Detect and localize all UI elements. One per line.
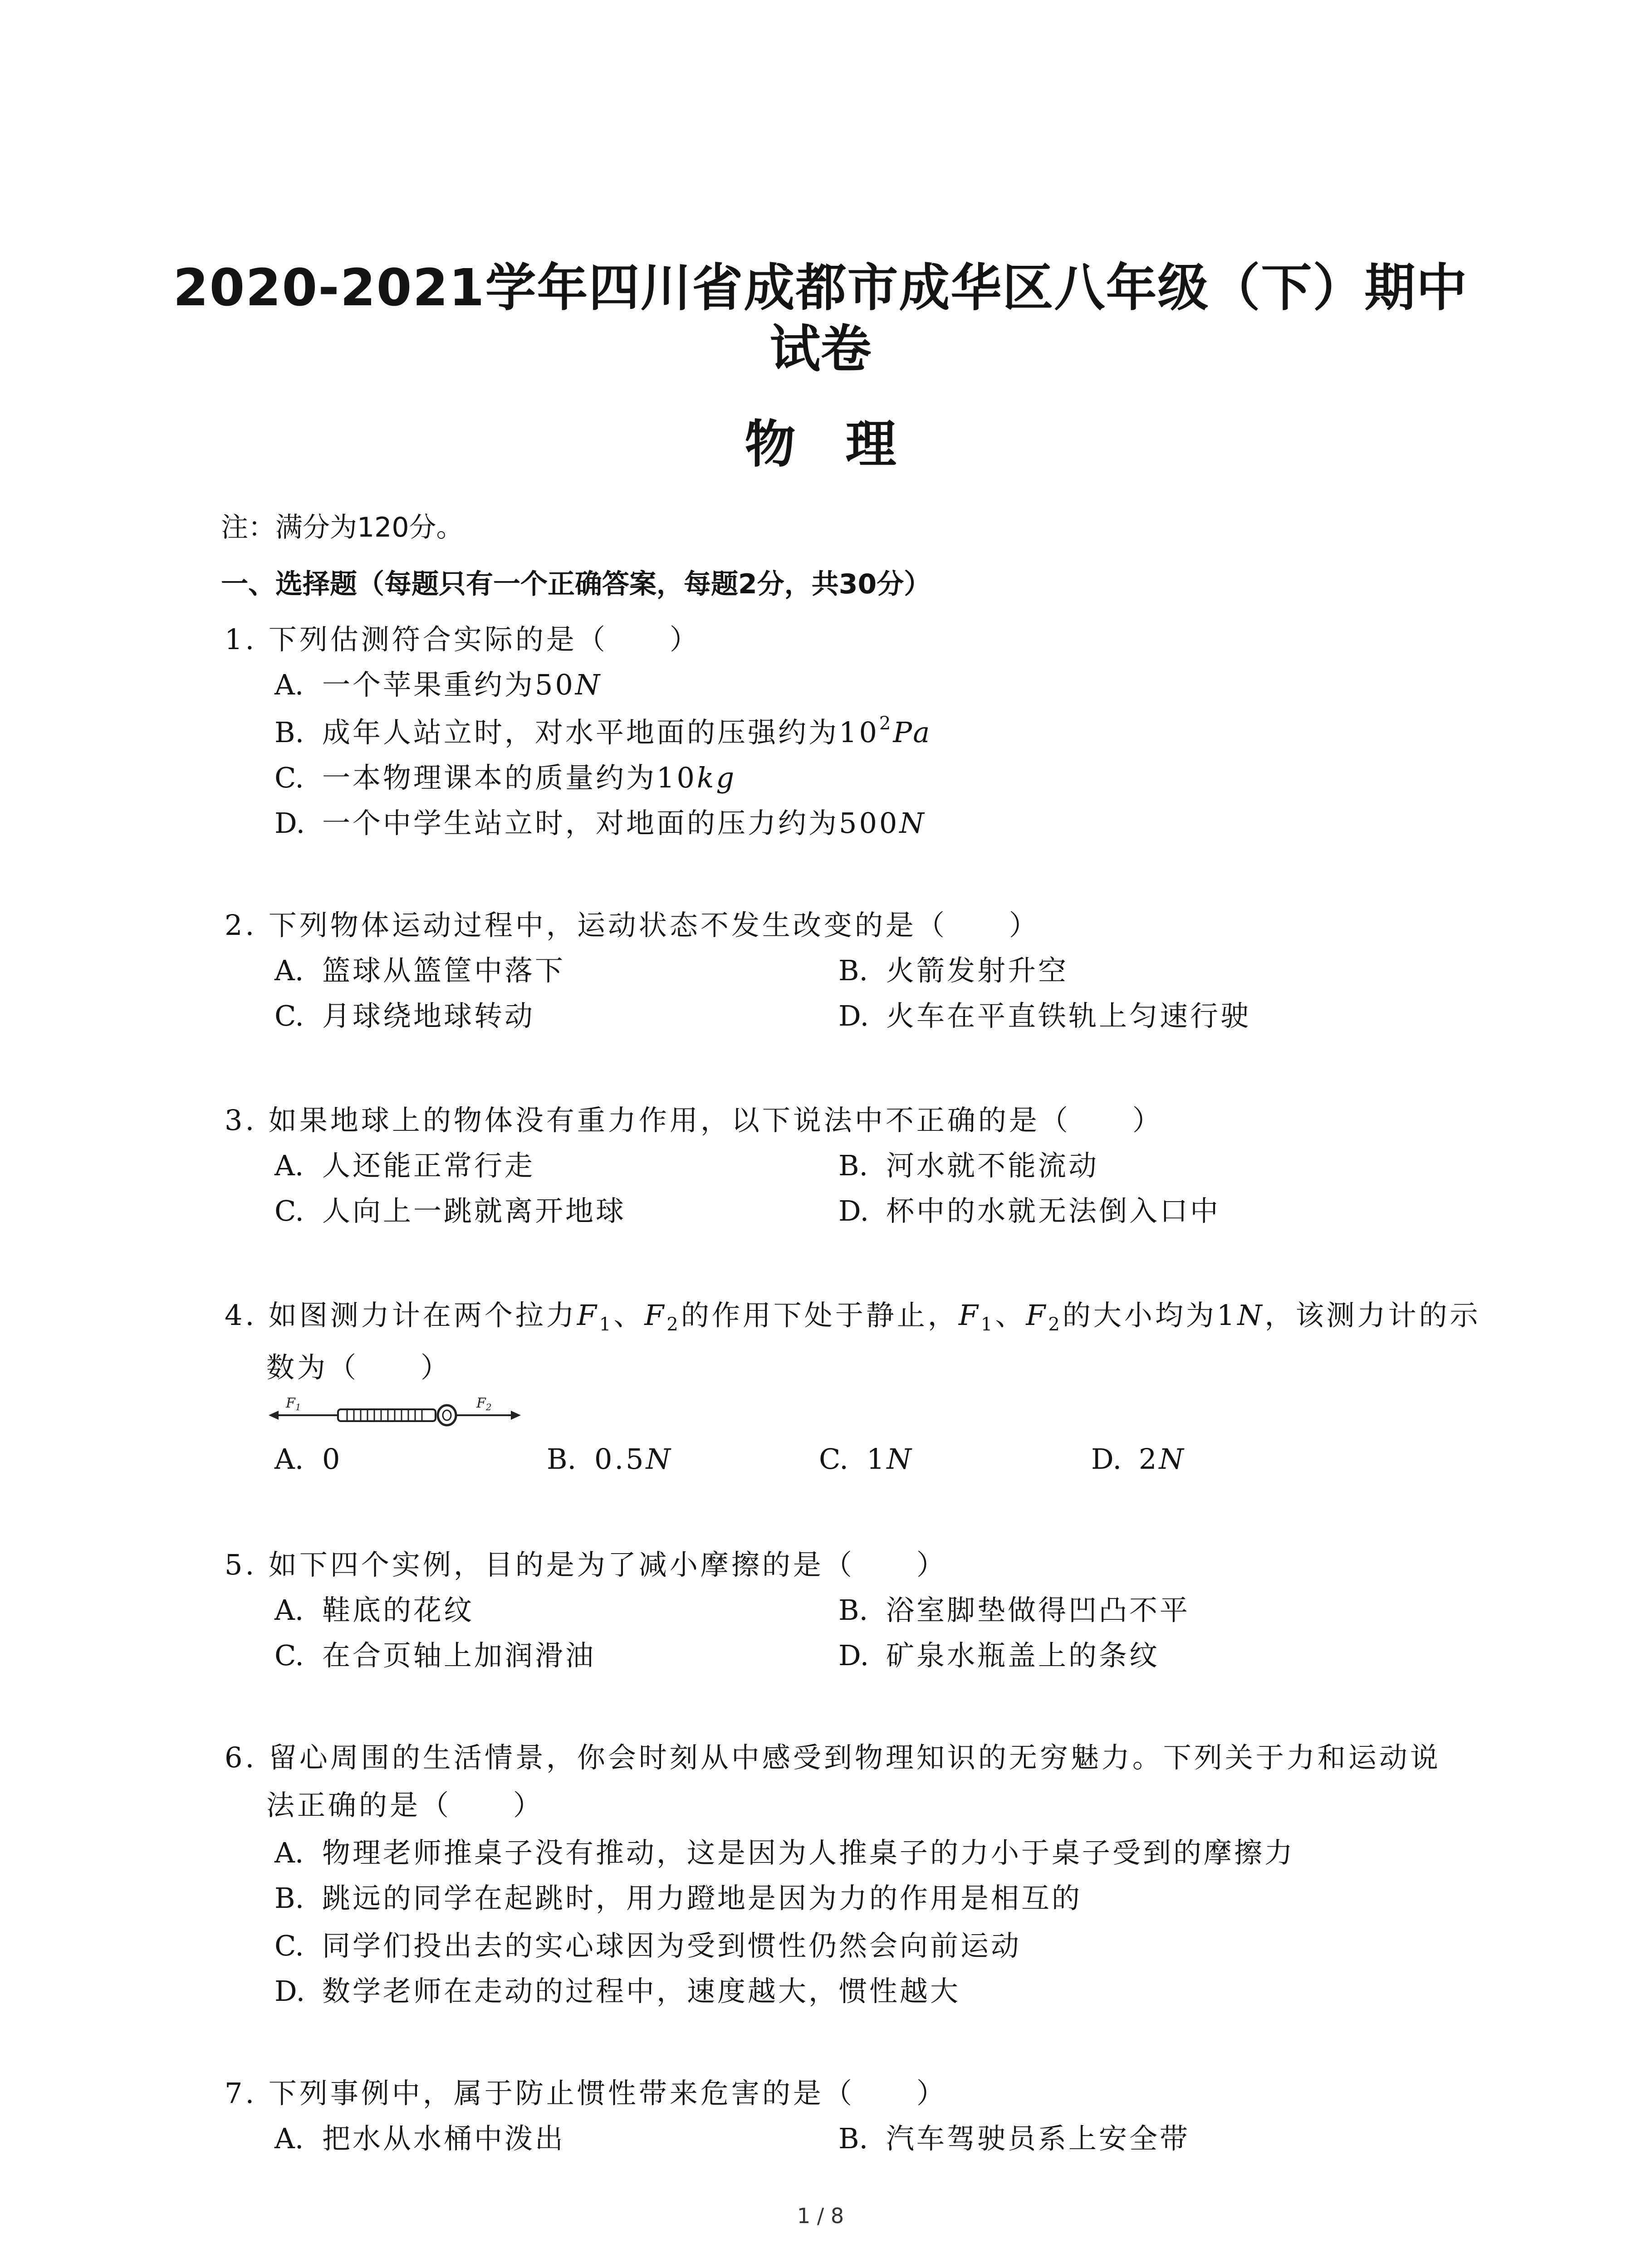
option-label: B.: [838, 954, 868, 987]
option-label: C.: [819, 1442, 848, 1476]
option-label: A.: [274, 1836, 304, 1869]
question-6-option-d: [274, 1969, 960, 2009]
question-4-option-d: [1091, 1442, 1186, 1476]
option-text: 火箭发射升空: [886, 954, 1069, 987]
unit-symbol: N: [1237, 1299, 1265, 1332]
question-3-option-d: [838, 1188, 1220, 1229]
force-symbol: F: [958, 1299, 981, 1332]
spring-scale-body: [338, 1409, 436, 1421]
exam-title-line2: 试卷: [769, 320, 872, 379]
question-6-option-b: [274, 1876, 1082, 1916]
option-label: C.: [274, 1929, 304, 1962]
option-text: 数学老师在走动的过程中，速度越大，惯性越大: [322, 1975, 961, 2008]
option-text: 物理老师推桌子没有推动，这是因为人推桌子的力小于桌子受到的摩擦力: [322, 1836, 1295, 1869]
option-text: 浴室脚垫做得凹凸不平: [886, 1593, 1190, 1627]
force-symbol: F: [1026, 1299, 1048, 1332]
question-5-option-d: [838, 1633, 1160, 1673]
question-4-stem-line2: 数为（ ）: [266, 1351, 452, 1384]
option-text: 篮球从篮筐中落下: [322, 954, 566, 987]
force-symbol: F: [644, 1299, 667, 1332]
option-text: 河水就不能流动: [886, 1149, 1099, 1182]
option-number: 10: [656, 761, 697, 794]
option-label: D.: [838, 999, 869, 1032]
question-6-option-a: [274, 1830, 1295, 1871]
option-label: B.: [547, 1442, 577, 1476]
f1-figure-label: $F_1$: [286, 1395, 301, 1413]
question-7-option-a: [274, 2116, 565, 2156]
option-label: A.: [274, 954, 304, 987]
option-unit: N: [575, 668, 603, 701]
question-3-option-a: [274, 1143, 535, 1183]
question-2-option-b: [838, 948, 1068, 988]
option-unit: N: [1159, 1442, 1186, 1476]
option-text: 杯中的水就无法倒入口中: [886, 1194, 1221, 1227]
force-subscript: 1: [980, 1314, 995, 1335]
option-label: A.: [274, 1149, 304, 1182]
option-text: 一个苹果重约为: [322, 668, 535, 701]
option-label: D.: [274, 1975, 305, 2008]
option-text: 成年人站立时，对水平地面的压强约为: [322, 716, 839, 749]
question-5-option-b: [838, 1588, 1190, 1628]
subject-title: 物理: [745, 415, 946, 474]
question-1-option-a: [274, 662, 602, 703]
option-exponent: 2: [879, 713, 893, 734]
question-1-stem: 1. 下列估测符合实际的是（ ）: [225, 623, 700, 656]
question-7-option-b: [838, 2116, 1190, 2156]
question-2-stem: 2. 下列物体运动过程中，运动状态不发生改变的是（ ）: [225, 909, 1040, 942]
question-4-option-a: [274, 1442, 342, 1476]
option-label: B.: [838, 2122, 868, 2155]
force-subscript: 2: [1048, 1314, 1063, 1335]
option-number: 2: [1139, 1442, 1159, 1476]
question-4-option-b: [547, 1442, 673, 1476]
question-6-stem-line2: 法正确的是（ ）: [266, 1789, 544, 1822]
question-2-option-a: [274, 948, 565, 988]
option-number: 50: [535, 668, 575, 701]
option-label: D.: [838, 1194, 869, 1227]
scale-ring: [438, 1405, 456, 1425]
option-label: C.: [274, 1194, 304, 1227]
force-symbol: F: [577, 1299, 599, 1332]
option-label: C.: [274, 1639, 304, 1672]
option-number: 1: [867, 1442, 887, 1476]
option-label: B.: [274, 716, 304, 749]
question-7-stem: 7. 下列事例中，属于防止惯性带来危害的是（ ）: [225, 2077, 947, 2110]
option-unit: N: [646, 1442, 673, 1476]
question-3-stem: 3. 如果地球上的物体没有重力作用，以下说法中不正确的是（ ）: [225, 1104, 1163, 1137]
option-unit: N: [887, 1442, 914, 1476]
option-unit: kg: [696, 761, 737, 794]
option-label: D.: [274, 807, 305, 840]
option-label: A.: [274, 1593, 304, 1627]
question-5-option-c: [274, 1633, 596, 1673]
score-note: 注：满分为120分。: [221, 512, 464, 543]
stem-text: 的作用下处于静止，: [681, 1299, 959, 1332]
option-text: 汽车驾驶员系上安全带: [886, 2122, 1190, 2155]
spring-scale-figure: [268, 1395, 522, 1431]
option-label: B.: [838, 1149, 868, 1182]
option-number: 500: [839, 807, 900, 840]
option-unit: N: [899, 807, 926, 840]
option-text: 人还能正常行走: [322, 1149, 535, 1182]
option-text: 火车在平直铁轨上匀速行驶: [886, 999, 1251, 1032]
stem-text: ，该测力计的示: [1264, 1299, 1481, 1332]
option-label: B.: [838, 1593, 868, 1627]
section-heading: 一、选择题（每题只有一个正确答案，每题2分，共30分）: [221, 568, 931, 600]
option-text: 在合页轴上加润滑油: [322, 1639, 596, 1672]
option-number: 0: [322, 1442, 343, 1476]
arrow-left-icon: [269, 1411, 279, 1420]
option-text: 跳远的同学在起跳时，用力蹬地是因为力的作用是相互的: [322, 1882, 1083, 1915]
option-text: 月球绕地球转动: [322, 999, 535, 1032]
question-4-stem: [225, 1293, 1481, 1335]
option-text: 矿泉水瓶盖上的条纹: [886, 1639, 1160, 1672]
question-2-option-c: [274, 993, 535, 1034]
option-number: 10: [839, 716, 879, 749]
question-4-option-c: [819, 1442, 914, 1476]
option-label: A.: [274, 2122, 304, 2155]
question-2-option-d: [838, 993, 1251, 1034]
arrow-right-icon: [511, 1411, 521, 1420]
question-1-option-b: [274, 710, 932, 750]
f2-figure-label: $F_2$: [476, 1395, 492, 1413]
option-number: 0.5: [594, 1442, 646, 1476]
option-text: 人向上一跳就离开地球: [322, 1194, 627, 1227]
option-text: 同学们投出去的实心球因为受到惯性仍然会向前运动: [322, 1929, 1022, 1962]
question-3-option-b: [838, 1143, 1099, 1183]
question-1-option-c: [274, 755, 736, 796]
force-subscript: 2: [666, 1314, 681, 1335]
option-label: C.: [274, 999, 304, 1032]
option-text: 一个中学生站立时，对地面的压力约为: [322, 807, 839, 840]
option-label: B.: [274, 1882, 304, 1915]
force-subscript: 1: [599, 1314, 614, 1335]
question-6-option-c: [274, 1923, 1021, 1964]
question-5-stem: 5. 如下四个实例，目的是为了减小摩擦的是（ ）: [225, 1548, 947, 1581]
exam-title-line1: 2020-2021学年四川省成都市成华区八年级（下）期中: [173, 259, 1468, 318]
option-label: C.: [274, 761, 304, 794]
option-label: A.: [274, 1442, 304, 1476]
stem-text: 、: [613, 1299, 645, 1332]
option-text: 一本物理课本的质量约为: [322, 761, 657, 794]
stem-text: 4. 如图测力计在两个拉力: [225, 1299, 577, 1332]
option-unit: Pa: [893, 716, 932, 749]
question-5-option-a: [274, 1588, 474, 1628]
option-text: 鞋底的花纹: [322, 1593, 475, 1627]
question-1-option-d: [274, 801, 926, 841]
option-label: D.: [1091, 1442, 1122, 1476]
question-3-option-c: [274, 1188, 626, 1229]
option-text: 把水从水桶中泼出: [322, 2122, 566, 2155]
page-number: 1 / 8: [797, 2204, 844, 2228]
stem-text: 、: [995, 1299, 1026, 1332]
stem-text: 的大小均为1: [1062, 1299, 1238, 1332]
option-label: A.: [274, 668, 304, 701]
question-6-stem: 6. 留心周围的生活情景，你会时刻从中感受到物理知识的无穷魅力。下列关于力和运动说: [225, 1741, 1441, 1774]
option-label: D.: [838, 1639, 869, 1672]
